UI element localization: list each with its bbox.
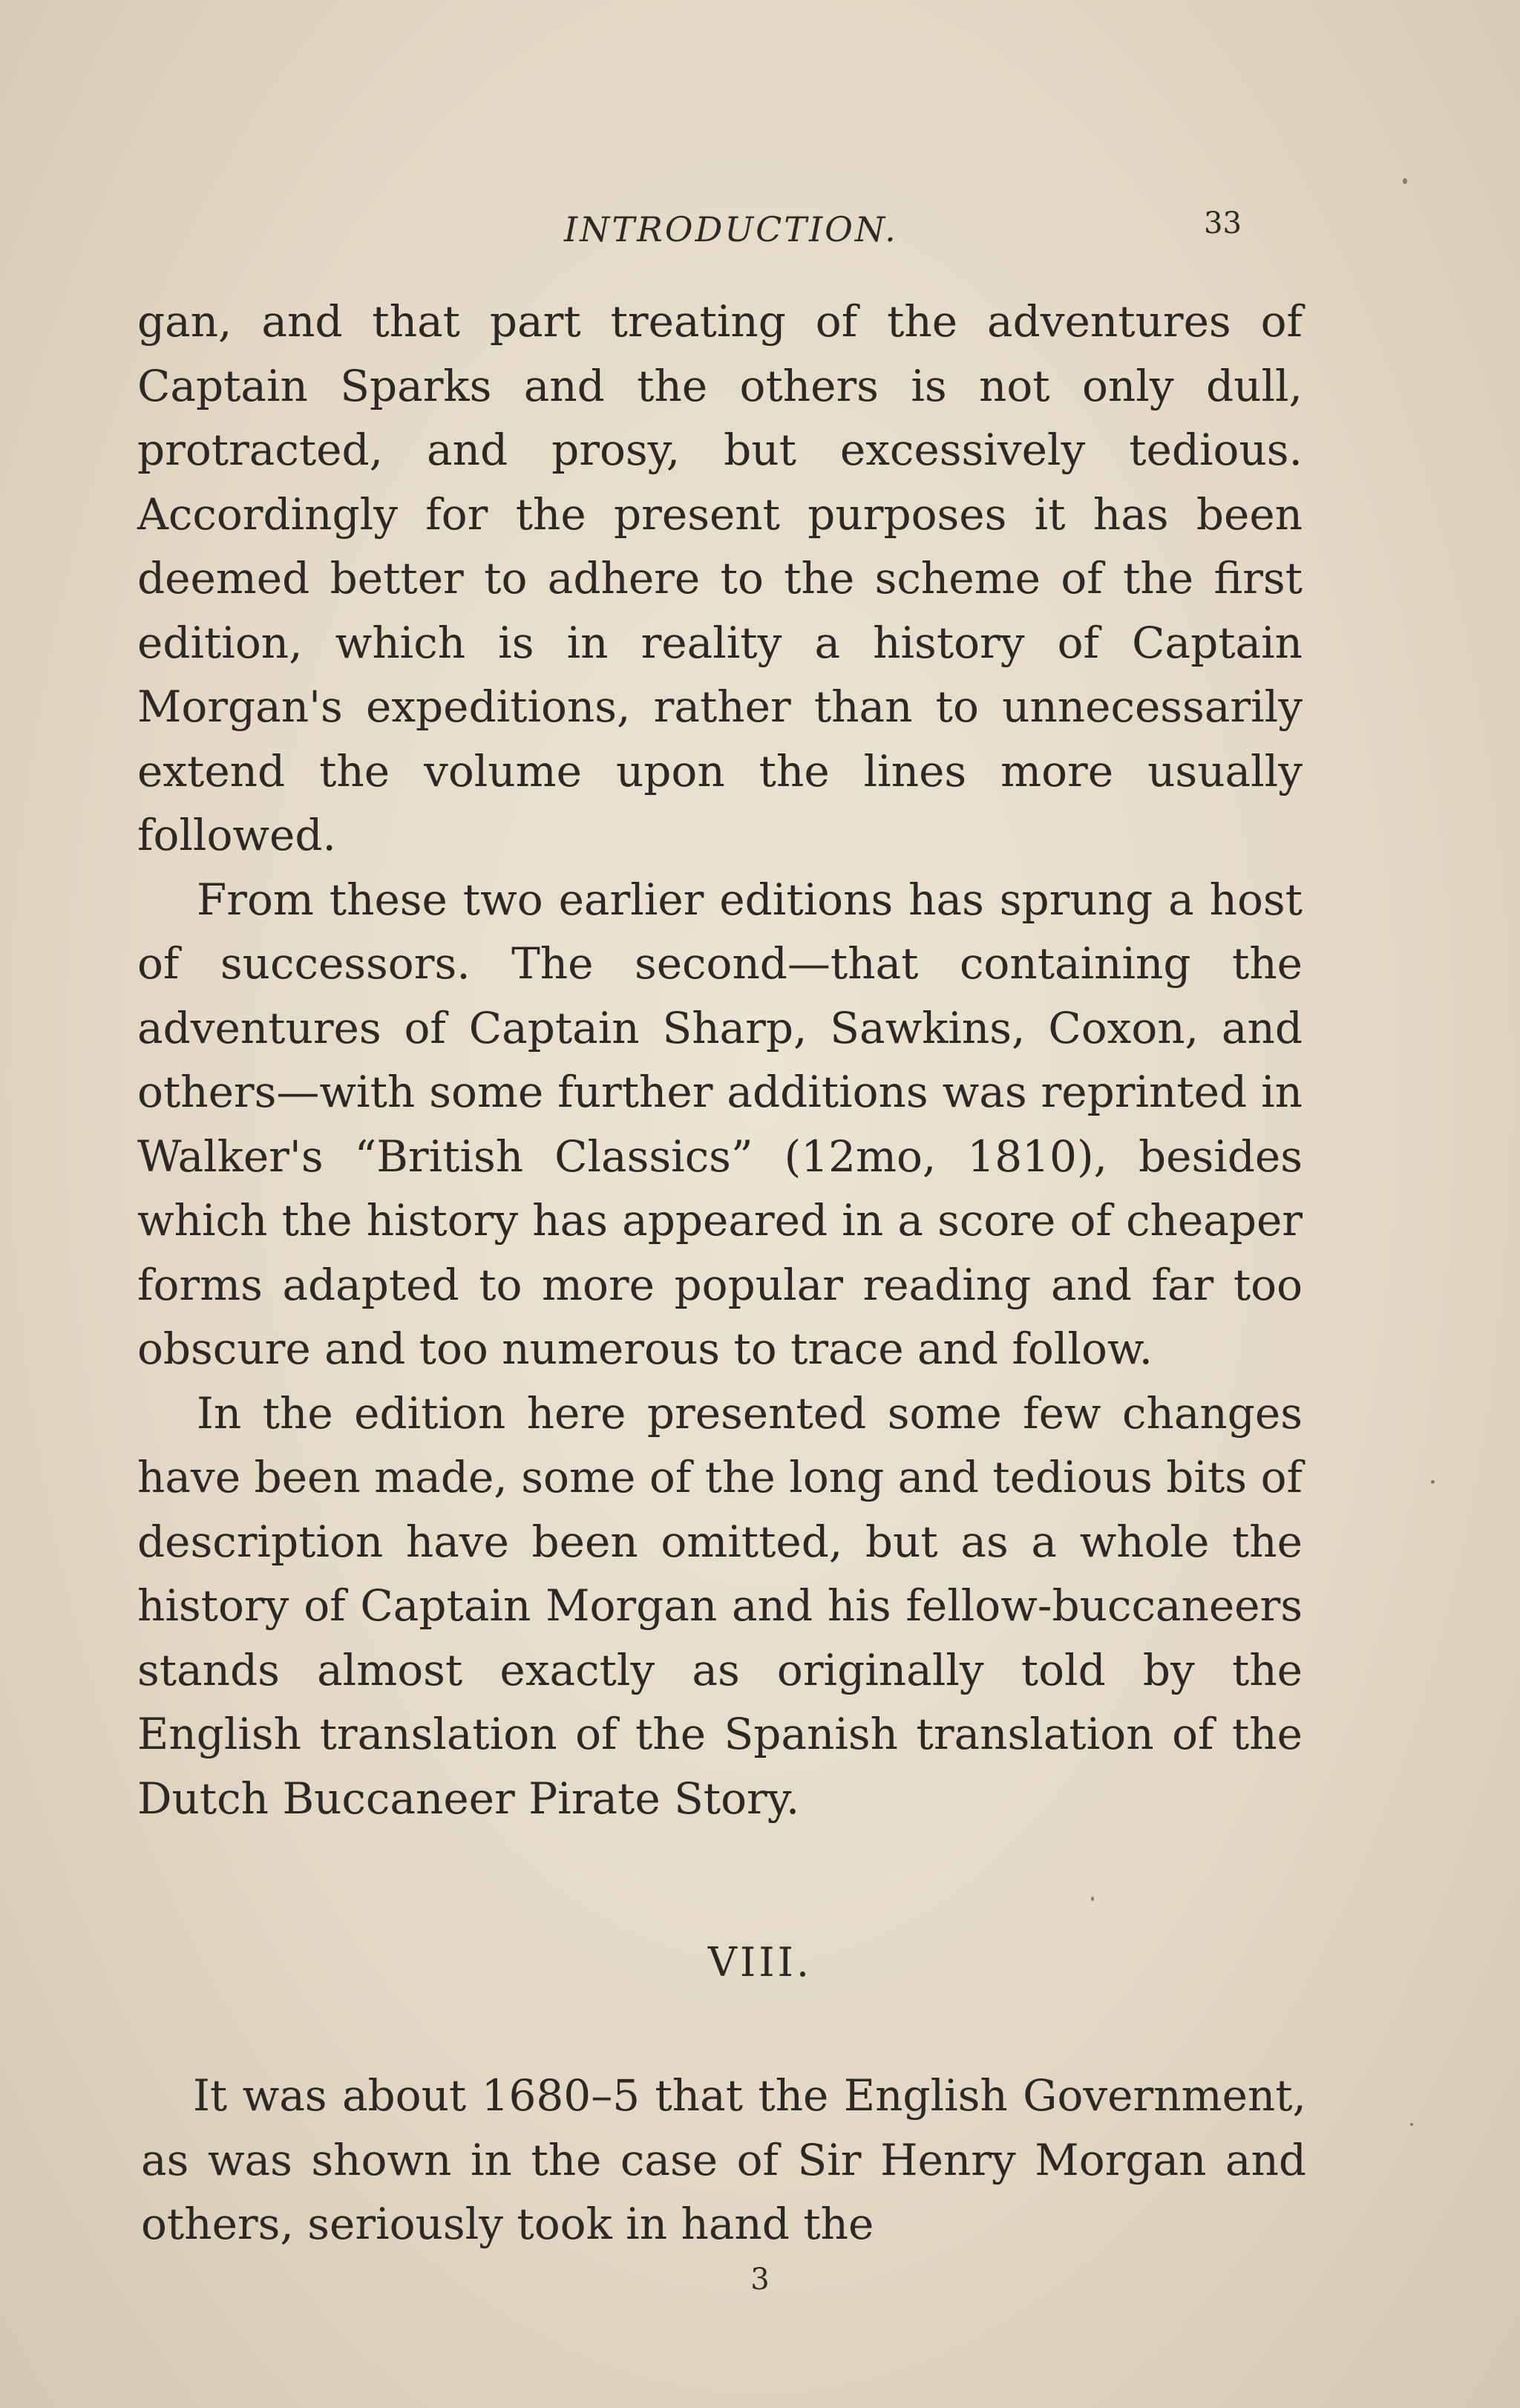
running-head (0, 206, 1520, 261)
paper-speck (1431, 1480, 1435, 1484)
section-text (141, 2064, 1306, 2257)
body-text (137, 289, 1303, 1830)
signature-mark: 3 (750, 2263, 770, 2297)
paper-speck (1403, 178, 1407, 184)
paper-speck (1410, 2123, 1413, 2126)
page-number: 33 (1204, 206, 1242, 241)
paragraph-1: gan, and that part treating of the adventures of Captain Sparks and the others is not only dull, protracted, and prosy, but excessively tedious. Accordingly for the present purposes it has been deemed better to adhere to the scheme of the first edition, which is in reality a history of Captain Morgan's expeditions, rather than to unnecessarily extend the volume upon the lines more usually followed. (137, 296, 1303, 860)
paragraph-2: From these two earlier editions has sprung a host of successors. The second—that containing the adventures of Captain Sharp, Sawkins, Coxon, and others—with some further additions was reprinted in Walker's “British Classics” (12mo, 1810), besides which the history has appeared in a score of cheaper forms adapted to more popular reading and far too obscure and too numerous to trace and follow. (137, 874, 1303, 1374)
paper-speck (1091, 1897, 1094, 1901)
section-heading: VIII. (707, 1939, 813, 1986)
paragraph-3: In the edition here presented some few changes have been made, some of the long and tedious bits of description have been omitted, but as a whole the history of Captain Morgan and his fellow-buccaneers stands almost exactly as originally told by the English translation of the Spanish translation of the Dutch Buccaneer Pirate Story. (137, 1387, 1303, 1824)
section-paragraph: It was about 1680–5 that the English Government, as was shown in the case of Sir Henry Morgan and others, seriously took in hand the (141, 2070, 1306, 2249)
running-title: INTRODUCTION. (564, 209, 898, 249)
